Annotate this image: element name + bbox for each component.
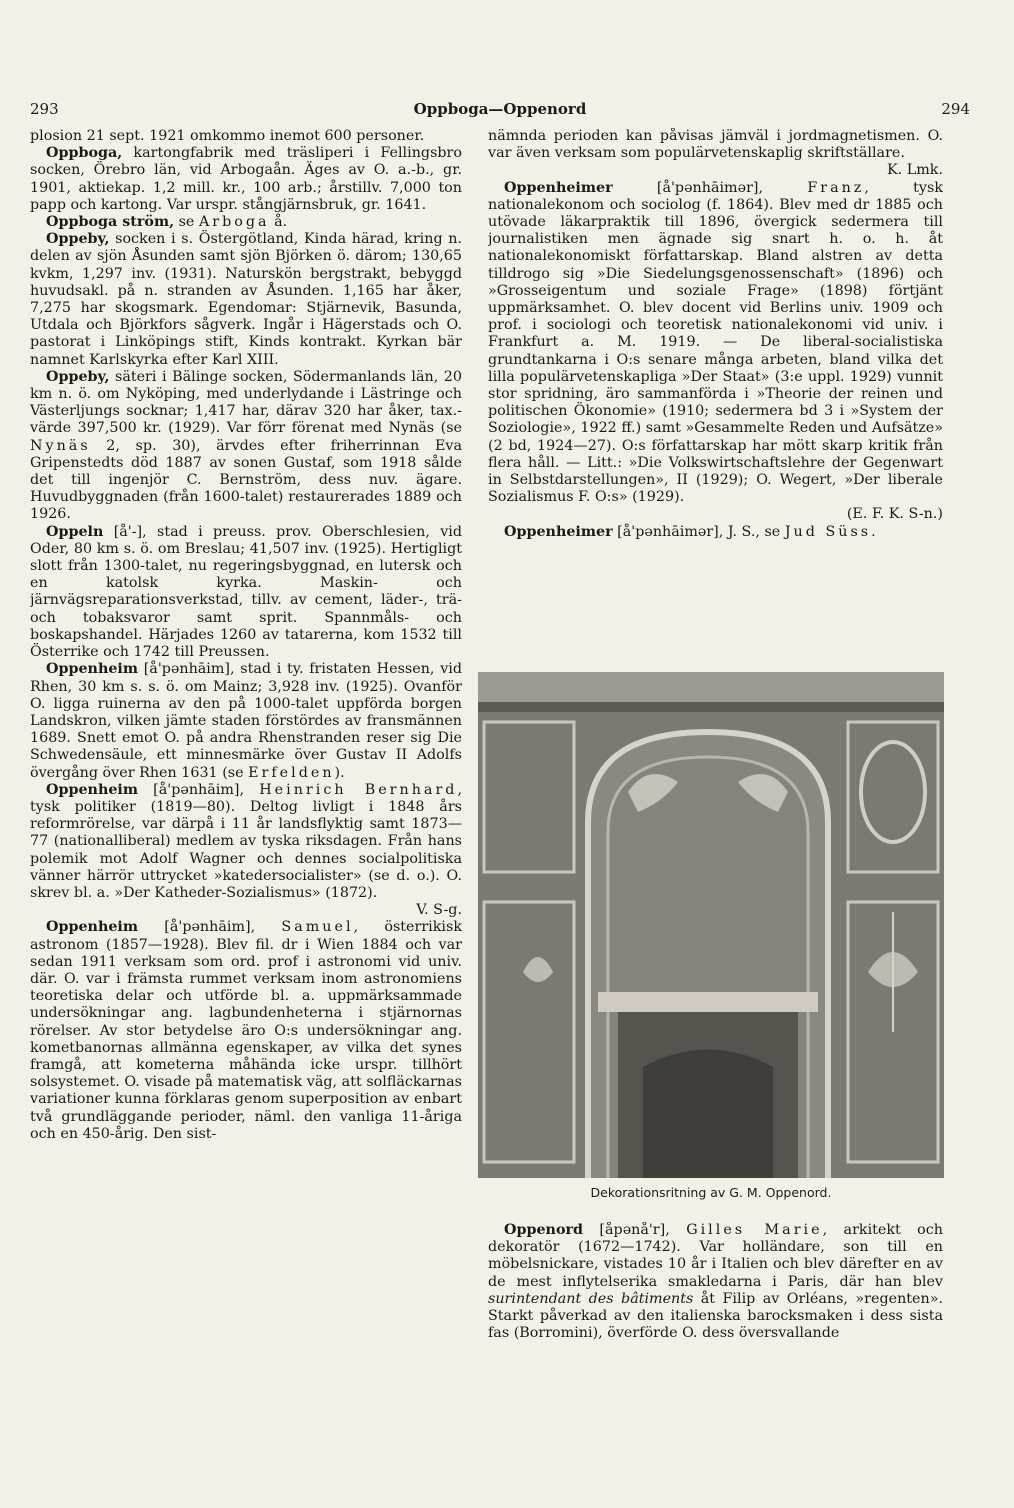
page-header	[30, 100, 970, 124]
person-name: Gilles Marie	[686, 1222, 823, 1238]
entry-text: socken i s. Östergötland, Kinda härad, kring n. delen av sjön Åsunden samt sjön Björken ö. därom; 130,65 kvkm, 1,297 inv. (1931). Naturskön bergstrakt, bebyggd huvudsakl. på n. stranden av Åsunden. 1,165 har åker, 7,275 har skogsmark. Egendomar: Stjärnevik, Basunda, Utdala och Björkfors sågverk. Ingår i Hägerstads och O. pastorat i Linköpings stift, Kinds kontrakt. Kyrkan bär namnet Karlskyrka efter Karl XIII.	[30, 231, 462, 368]
right-column-bottom	[488, 1222, 943, 1402]
entry-text: , österrikisk astronom (1857—1928). Blev fil. dr i Wien 1884 och var sedan 1911 verksam som ord. prof i astronomi vid univ. där. O. var i främsta rummet verksam inom astronomiens teoretiska delar och utförde bl. a. uppmärksammade undersökningar ang. lagbundenheterna i stjärnornas rörelser. Av stor betydelse äro O:s undersökningar ang. kometbanornas allmänna egenskaper, av vilka det synes framgå, att kometerna måhända icke urspr. tillhört solsystemet. O. visade på matematisk väg, att solfläckarnas variationer kunna förklaras genom superposition av enbart två grundläggande perioder, näml. den vanliga 11-åriga och en 450-årig. Den sist-	[30, 919, 462, 1142]
continued-text: nämnda perioden kan påvisas jämväl i jordmagnetismen. O. var även verksam som populärvetenskaplig skriftställare.	[488, 128, 943, 162]
author-signature: (E. F. K. S-n.)	[846, 506, 943, 523]
entry-text: [åpənå'r],	[583, 1222, 687, 1238]
entry-text: [å'pənhāim],	[138, 919, 282, 936]
right-column-top	[488, 128, 943, 658]
decoration-drawing-illustration	[478, 672, 944, 1178]
continued-text: plosion 21 sept. 1921 omkommo inemot 600 personer.	[30, 128, 425, 144]
running-title: Oppboga—Oppenord	[413, 100, 587, 118]
headword: Oppenheimer	[504, 179, 613, 196]
entry-oppeby-sateri	[30, 369, 462, 524]
entry-text: åt Filip av Orléans, »regenten». Starkt påverkad av den italienska barocksmaken i dess sista fas (Borromini), överförde O. dess översvallande	[488, 1290, 943, 1342]
entry-oppenheimer-js	[488, 524, 943, 541]
entry-text: [å'pənhāim],	[138, 781, 260, 798]
figure-caption: Dekorationsritning av G. M. Oppenord.	[590, 1185, 832, 1200]
cross-reference[interactable]: Arboga	[198, 214, 270, 231]
entry-oppenheim-stad	[30, 661, 462, 781]
entry-text: .	[871, 523, 876, 540]
person-name: Samuel	[281, 919, 354, 936]
entry-text: ).	[334, 764, 345, 781]
entry-text: å.	[269, 214, 288, 231]
cross-reference[interactable]: Erfelden	[248, 764, 335, 781]
person-name: Franz	[807, 179, 865, 196]
entry-oppeby-socken	[30, 231, 462, 369]
entry-text: , arkitekt och dekoratör (1672—1742). Var holländare, son till en möbelsnickare, vistades 10 år i Italien och blev därefter en av de mest inflytelserika smakledarna i Paris, där han blev	[488, 1222, 943, 1290]
person-name: Heinrich Bernhard	[259, 781, 458, 798]
page-number-left: 293	[30, 100, 59, 118]
entry-oppenheim-samuel	[30, 919, 462, 1143]
entry-oppboga	[30, 145, 462, 214]
entry-text: [å'pənhāimər],	[612, 179, 808, 196]
decoration-drawing-figure	[478, 672, 944, 1178]
entry-oppboga-strom	[30, 214, 462, 231]
author-signature: K. Lmk.	[886, 162, 943, 179]
headword: Oppenheim	[46, 661, 138, 678]
author-signature: V. S-g.	[416, 902, 462, 919]
italic-term: surintendant des bâtiments	[488, 1290, 694, 1307]
entry-text: , tysk politiker (1819—80). Deltog livligt i 1848 års reformrörelse, var därpå i 11 år landsflyktig samt 1873—77 (nationalliberal) medlem av tyska riksdagen. Från hans polemik mot Adolf Wagner och dennes socialpolitiska vänner härrör uttrycket »katedersocialister» (se d. o.). O. skrev bl. a. »Der Katheder-Sozialismus» (1872).	[30, 781, 462, 901]
headword: Oppboga ström,	[46, 214, 175, 231]
headword: Oppenheim	[46, 781, 138, 798]
headword: Oppeby,	[46, 231, 110, 248]
entry-text: [å'-], stad i preuss. prov. Oberschlesien, vid Oder, 80 km s. ö. om Breslau; 41,507 inv. (1925). Hertigligt slott från 1300-talet, nu regeringsbyggnad, en lutersk och en katolsk kyrka. Maskin- och järnvägsreparationsverkstad, tillv. av cement, läder-, trä- och tobaksvaror samt sprit. Spannmåls- och boskapshandel. Härjades 1260 av tatarerna, kom 1532 till Österrike och 1742 till Preussen.	[30, 523, 462, 661]
headword: Oppeln	[46, 523, 104, 540]
entry-text: [å'pənhāimər], J. S., se	[612, 523, 785, 540]
page-number-right: 294	[941, 100, 970, 118]
entry-oppenheim-heinrich	[30, 782, 462, 902]
headword: Oppenheimer	[504, 523, 613, 540]
headword: Oppboga,	[46, 145, 123, 162]
entry-text: kartongfabrik med träsliperi i Fellingsbro socken, Örebro län, vid Arbogaån. Äges av O. a.-b., gr. 1901, aktiekap. 1,2 mill. kr., 100 arb.; årstillv. 7,000 ton papp och kartong. Var urspr. stångjärnsbruk, gr. 1641.	[30, 145, 462, 213]
entry-text: se	[174, 214, 199, 231]
entry-oppenheimer-franz	[488, 180, 943, 507]
cross-reference[interactable]: Jud Süss	[784, 523, 872, 540]
entry-text: , tysk nationalekonom och sociolog (f. 1864). Blev med dr 1885 och utövade läkarpraktik till 1896, övergick sedermera till journalistiken men ägnade sig snart h. o. h. åt nationalekonomiskt författarskap. Bland alstren av detta tilldrogo sig »Die Siedelungsgenossenschaft» (1896) och »Grosseigentum und soziale Frage» (1898) förtjänt uppmärksamhet. O. blev docent vid Berlins univ. 1909 och prof. i sociologi och teoretisk nationalekonomi vid univ. i Frankfurt a. M. 1919. — De liberal-socialistiska grundtankarna i O:s senare många arbeten, bland vilka det lilla populärvetenskapliga »Der Staat» (3:e uppl. 1929) vunnit stor spridning, äro sammanförda i »Theorie der reinen und politischen Ökonomie» (1910; sedermera bd 3 i »System der Soziologie», 1922 ff.) samt »Gesammelte Reden und Aufsätze» (2 bd, 1924—27). O:s författarskap har mött skarp kritik från flera håll. — Litt.: »Die Volkswirtschaftslehre der Gegenwart in Selbstdarstellungen», II (1929); O. Wegert, »Der liberale Sozialismus F. O:s» (1929).	[488, 179, 943, 506]
headword: Oppeby,	[46, 368, 110, 385]
entry-text: 2, sp. 30), ärvdes efter friherrinnan Eva Gripenstedts död 1887 av sonen Gustaf, som 1918 sålde det till ingenjör C. Bernström, dess nuv. ägare. Huvudbyggnaden (från 1600-talet) restaurerades 1889 och 1926.	[30, 437, 462, 523]
entry-text: [å'pənhāim], stad i ty. fristaten Hessen, vid Rhen, 30 km s. s. ö. om Mainz; 3,928 inv. (1925). Ovanför O. ligga ruinerna av den på 1000-talet uppförda borgen Landskron, vilken jämte staden förstördes av fransmännen 1689. Snett emot O. på andra Rhenstranden reser sig Die Schwedensäule, ett minnesmärke över Gustav II Adolfs övergång över Rhen 1631 (se	[30, 661, 462, 781]
left-column	[30, 128, 462, 1418]
headword: Oppenheim	[46, 919, 138, 936]
headword: Oppenord	[504, 1222, 584, 1238]
entry-text: säteri i Bälinge socken, Södermanlands län, 20 km n. ö. om Nyköping, med underlydande i Lästringe och Västerljungs socknar; 1,417 har, därav 320 har åker, tax.-värde 397,500 kr. (1929). Var förr förenat med Nynäs (se	[30, 368, 462, 437]
entry-oppenord	[488, 1222, 943, 1342]
entry-oppeln	[30, 524, 462, 662]
cross-reference[interactable]: Nynäs	[30, 437, 91, 454]
